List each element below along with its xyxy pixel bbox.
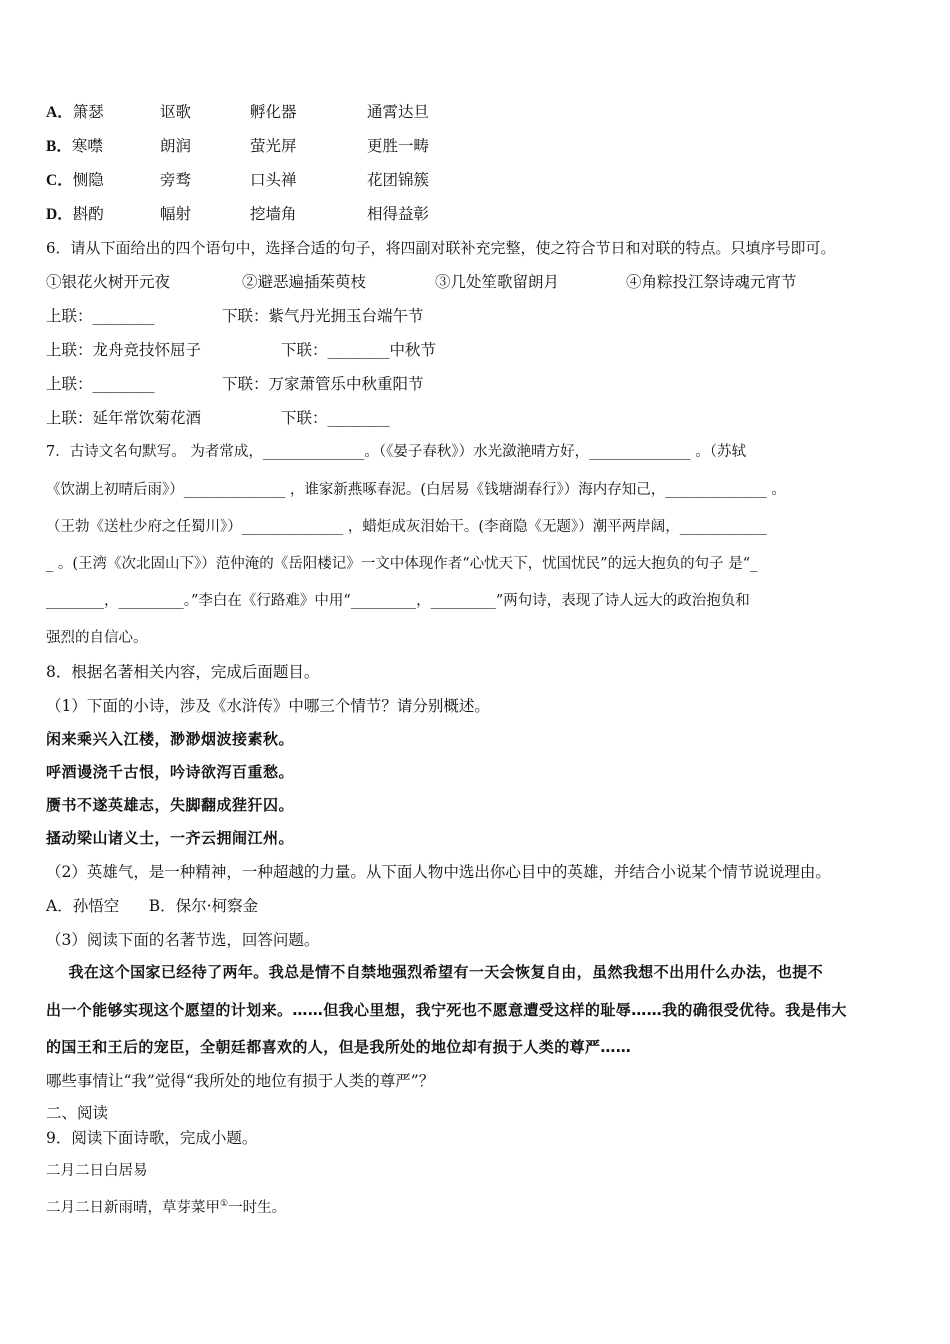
- q7-line: 7．古诗文名句默写。 为者常成，______________。（《晏子春秋》）水光潋滟晴方好，______________ 。（苏轼: [46, 444, 746, 460]
- word: 讴歌: [160, 103, 192, 121]
- option-c: [46, 170, 104, 191]
- word: 通霄达旦: [367, 103, 430, 121]
- q8-poem-line: 搔动梁山诸义士，一齐云拥闹江州。: [46, 829, 295, 847]
- footnote-marker: ①: [220, 1199, 229, 1209]
- couplet-4-lower: 下联：________: [281, 409, 390, 427]
- option-label: D．: [46, 206, 73, 223]
- word: 幅射: [160, 205, 192, 223]
- option-label: C．: [46, 172, 73, 189]
- word: 萤光屏: [250, 137, 297, 155]
- couplet-1-upper: 上联：________: [46, 307, 155, 325]
- section-heading: 二、阅读: [46, 1104, 109, 1122]
- q8-sub2-options: A．孙悟空 B．保尔·柯察金: [46, 897, 259, 915]
- q8-excerpt-line: 我在这个国家已经待了两年。我总是情不自禁地强烈希望有一天会恢复自由，虽然我想不出用什么办法，也提不: [46, 963, 824, 981]
- couplet-3-lower: 下联：万家萧管乐中秋重阳节: [222, 375, 424, 393]
- couplet-2-upper: 上联：龙舟竞技怀屈子: [46, 341, 202, 359]
- q8-stem: 8．根据名著相关内容，完成后面题目。: [46, 663, 320, 681]
- q8-excerpt-line: 出一个能够实现这个愿望的计划来。……但我心里想，我宁死也不愿意遭受这样的耻辱……我的确很受优待。我是伟大: [46, 1001, 847, 1019]
- couplet-2-lower: 下联：________中秋节: [281, 341, 437, 359]
- q6-choice-4: ④角粽投江祭诗魂元宵节: [626, 273, 797, 291]
- q8-excerpt-line: 的国王和王后的宠臣，全朝廷都喜欢的人，但是我所处的地位却有损于人类的尊严……: [46, 1038, 632, 1056]
- poem-title: 二月二日白居易: [46, 1163, 148, 1179]
- option-b: [46, 136, 103, 157]
- q8-poem-line: 呼酒谩浇千古恨，吟诗欲泻百重愁。: [46, 763, 295, 781]
- q6-choice-2: ②避恶遍插茱萸枝: [242, 273, 367, 291]
- q8-poem-line: 闲来乘兴入江楼，渺渺烟波接素秋。: [46, 730, 295, 748]
- q9-stem: 9．阅读下面诗歌，完成小题。: [46, 1129, 258, 1147]
- word: 朗润: [160, 137, 192, 155]
- word: 斟酌: [72, 205, 104, 223]
- poem-line: [46, 1194, 286, 1218]
- q8-question: 哪些事情让“我”觉得“我所处的地位有损于人类的尊严”？: [46, 1072, 435, 1090]
- q6-stem: 6．请从下面给出的四个语句中，选择合适的句子，将四副对联补充完整，使之符合节日和对联的特点。只填序号即可。: [46, 239, 836, 257]
- q7-line: _ 。(王湾《次北固山下》）范仲淹的《岳阳楼记》一文中体现作者“心忧天下，忧国忧民”的远大抱负的句子 是“_: [46, 556, 758, 572]
- word: 恻隐: [72, 171, 104, 189]
- option-label: A．: [46, 104, 73, 121]
- word: 箫瑟: [72, 103, 104, 121]
- q8-sub1: （1）下面的小诗，涉及《水浒传》中哪三个情节？请分别概述。: [46, 697, 490, 715]
- word: 口头禅: [250, 171, 297, 189]
- word: 花团锦簇: [367, 171, 430, 189]
- poem-text: 二月二日新雨晴，草芽菜甲: [46, 1199, 220, 1216]
- q7-line: ________，_________。”李白在《行路难》中用“_________，_________”两句诗，表现了诗人远大的政治抱负和: [46, 593, 750, 609]
- word: 更胜一畴: [367, 137, 430, 155]
- word: 旁骛: [160, 171, 192, 189]
- option-label: B．: [46, 138, 72, 155]
- q7-line: （王勃《送杜少府之任蜀川》）______________ ，蜡炬成灰泪始干。(李商隐《无题》）潮平两岸阔，____________: [46, 519, 767, 535]
- couplet-4-upper: 上联：延年常饮菊花酒: [46, 409, 202, 427]
- couplet-3-upper: 上联：________: [46, 375, 155, 393]
- option-d: [46, 204, 104, 225]
- option-a: [46, 102, 104, 123]
- couplet-1-lower: 下联：紫气丹光拥玉台端午节: [222, 307, 424, 325]
- word: 相得益彰: [367, 205, 430, 223]
- word: 寒噤: [71, 137, 103, 155]
- word: 孵化器: [250, 103, 297, 121]
- q8-sub3: （3）阅读下面的名著节选，回答问题。: [46, 931, 320, 949]
- q7-line: 强烈的自信心。: [46, 630, 148, 646]
- q8-poem-line: 赝书不遂英雄志，失脚翻成狴犴囚。: [46, 796, 295, 814]
- word: 挖墙角: [250, 205, 297, 223]
- q6-choice-3: ③几处笙歌留朗月: [435, 273, 560, 291]
- poem-text: 一时生。: [228, 1199, 287, 1216]
- q6-choice-1: ①银花火树开元夜: [46, 273, 171, 291]
- q7-line: 《饮湖上初晴后雨》）______________ ，谁家新燕啄春泥。(白居易《钱塘湖春行》）海内存知己，______________ 。: [46, 482, 786, 498]
- q8-sub2: （2）英雄气，是一种精神，一种超越的力量。从下面人物中选出你心目中的英雄，并结合小说某个情节说说理由。: [46, 863, 831, 881]
